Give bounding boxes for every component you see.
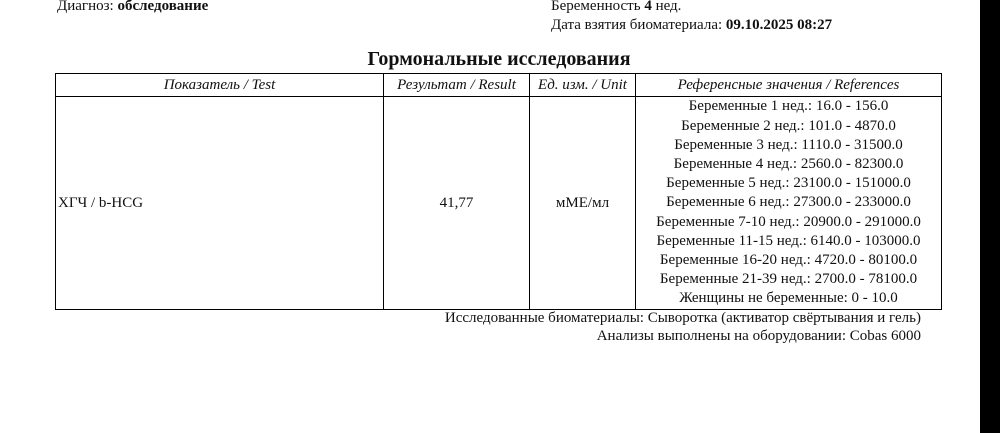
pregnancy-weeks: 4	[644, 0, 652, 14]
reference-range-line: Беременные 7-10 нед.: 20900.0 - 291000.0	[656, 213, 921, 230]
column-header-result: Результат / Result	[384, 74, 530, 97]
reference-range-line: Беременные 1 нед.: 16.0 - 156.0	[688, 98, 889, 115]
table-header-row	[56, 74, 942, 97]
reference-range-line: Беременные 5 нед.: 23100.0 - 151000.0	[666, 175, 911, 192]
reference-range-line: Беременные 21-39 нед.: 2700.0 - 78100.0	[659, 271, 918, 288]
sample-date-line	[551, 17, 832, 34]
column-header-references: Референсные значения / References	[636, 74, 942, 97]
column-header-test: Показатель / Test	[56, 74, 384, 97]
diagnosis-label: Диагноз:	[57, 0, 114, 14]
diagnosis-line	[57, 0, 208, 15]
result-value-cell: 41,77	[384, 97, 530, 310]
reference-range-line: Беременные 11-15 нед.: 6140.0 - 103000.0	[656, 232, 921, 249]
reference-range-line: Беременные 2 нед.: 101.0 - 4870.0	[681, 117, 896, 134]
pregnancy-unit: нед.	[655, 0, 682, 14]
reference-range-line: Женщины не беременные: 0 - 10.0	[679, 290, 898, 307]
sample-date-label: Дата взятия биоматериала:	[551, 17, 723, 33]
reference-range-line: Беременные 4 нед.: 2560.0 - 82300.0	[673, 155, 904, 172]
pregnancy-line	[551, 0, 681, 15]
diagnosis-value: обследование	[117, 0, 209, 14]
table-row	[56, 97, 942, 310]
results-table	[55, 73, 942, 310]
sample-date-value: 09.10.2025 08:27	[725, 17, 833, 33]
unit-cell: мМЕ/мл	[530, 97, 636, 310]
reference-range-line: Беременные 16-20 нед.: 4720.0 - 80100.0	[659, 252, 918, 268]
pregnancy-label: Беременность	[551, 0, 641, 14]
section-title: Гормональные исследования	[367, 48, 631, 70]
references-cell	[636, 97, 942, 310]
reference-range-line: Беременные 3 нед.: 1110.0 - 31500.0	[674, 136, 903, 153]
reference-range-line: Беременные 6 нед.: 27300.0 - 233000.0	[666, 194, 911, 211]
biomaterials-note: Исследованные биоматериалы: Сыворотка (активатор свёртывания и гель)	[444, 310, 921, 326]
equipment-note: Анализы выполнены на оборудовании: Cobas 6000	[596, 328, 921, 344]
column-header-unit: Ед. изм. / Unit	[530, 74, 636, 97]
test-name-cell: ХГЧ / b-HCG	[56, 97, 384, 310]
